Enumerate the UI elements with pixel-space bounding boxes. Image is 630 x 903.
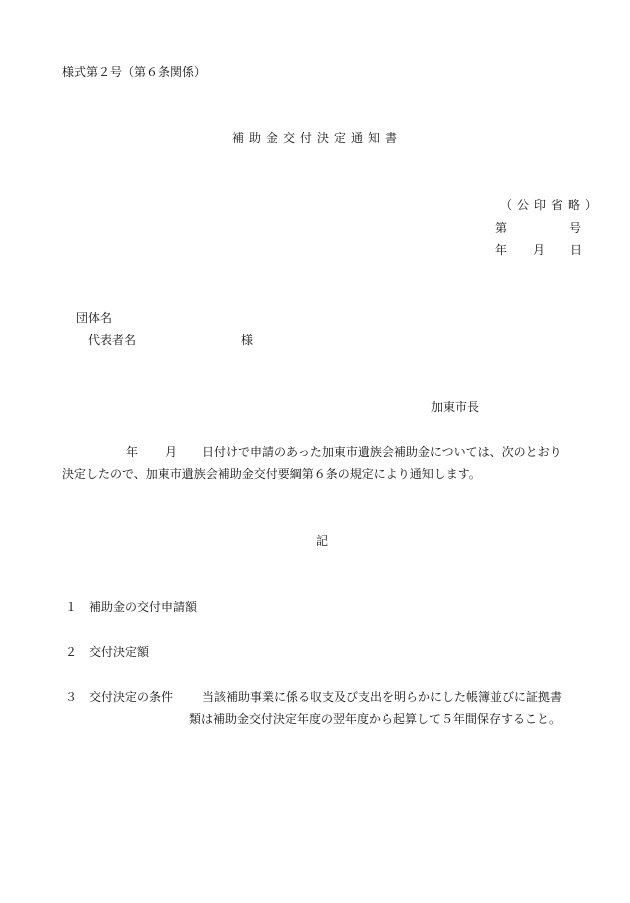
seal-omitted-note: （公印省略）	[500, 198, 603, 212]
form-label: 様式第２号（第６条関係）	[62, 65, 207, 79]
body-line2-text: 決定したので、加東市遺族会補助金交付要綱第６条の規定により通知します。	[62, 467, 481, 481]
item-number: １	[65, 600, 78, 614]
item-label: 補助金の交付申請額	[89, 600, 198, 614]
ki-marker: 記	[316, 534, 329, 548]
item-number: ３	[65, 690, 78, 704]
date-month: 月	[533, 243, 546, 257]
item-condition-line1: 当該補助事業に係る収支及び支出を明らかにした帳簿並びに証拠書	[202, 690, 563, 704]
body-month: 月	[165, 445, 178, 459]
item-label: 交付決定額	[89, 645, 150, 659]
body-year: 年	[126, 445, 139, 459]
document-title: 補助金交付決定通知書	[232, 131, 403, 145]
body-line1-text: 日付けで申請のあった加東市遺族会補助金については、次のとおり	[202, 445, 562, 459]
org-name-label: 団体名	[76, 311, 113, 325]
representative-label: 代表者名	[88, 333, 137, 347]
date-day: 日	[570, 243, 583, 257]
number-suffix: 号	[569, 221, 582, 235]
item-label: 交付決定の条件	[89, 690, 174, 704]
item-condition-line2: 類は補助金交付決定年度の翌年度から起算して５年間保存すること。	[189, 712, 562, 726]
item-number: ２	[65, 645, 78, 659]
date-year: 年	[495, 243, 508, 257]
honorific: 様	[241, 333, 254, 347]
issuer: 加東市長	[431, 400, 480, 414]
number-prefix: 第	[495, 221, 508, 235]
